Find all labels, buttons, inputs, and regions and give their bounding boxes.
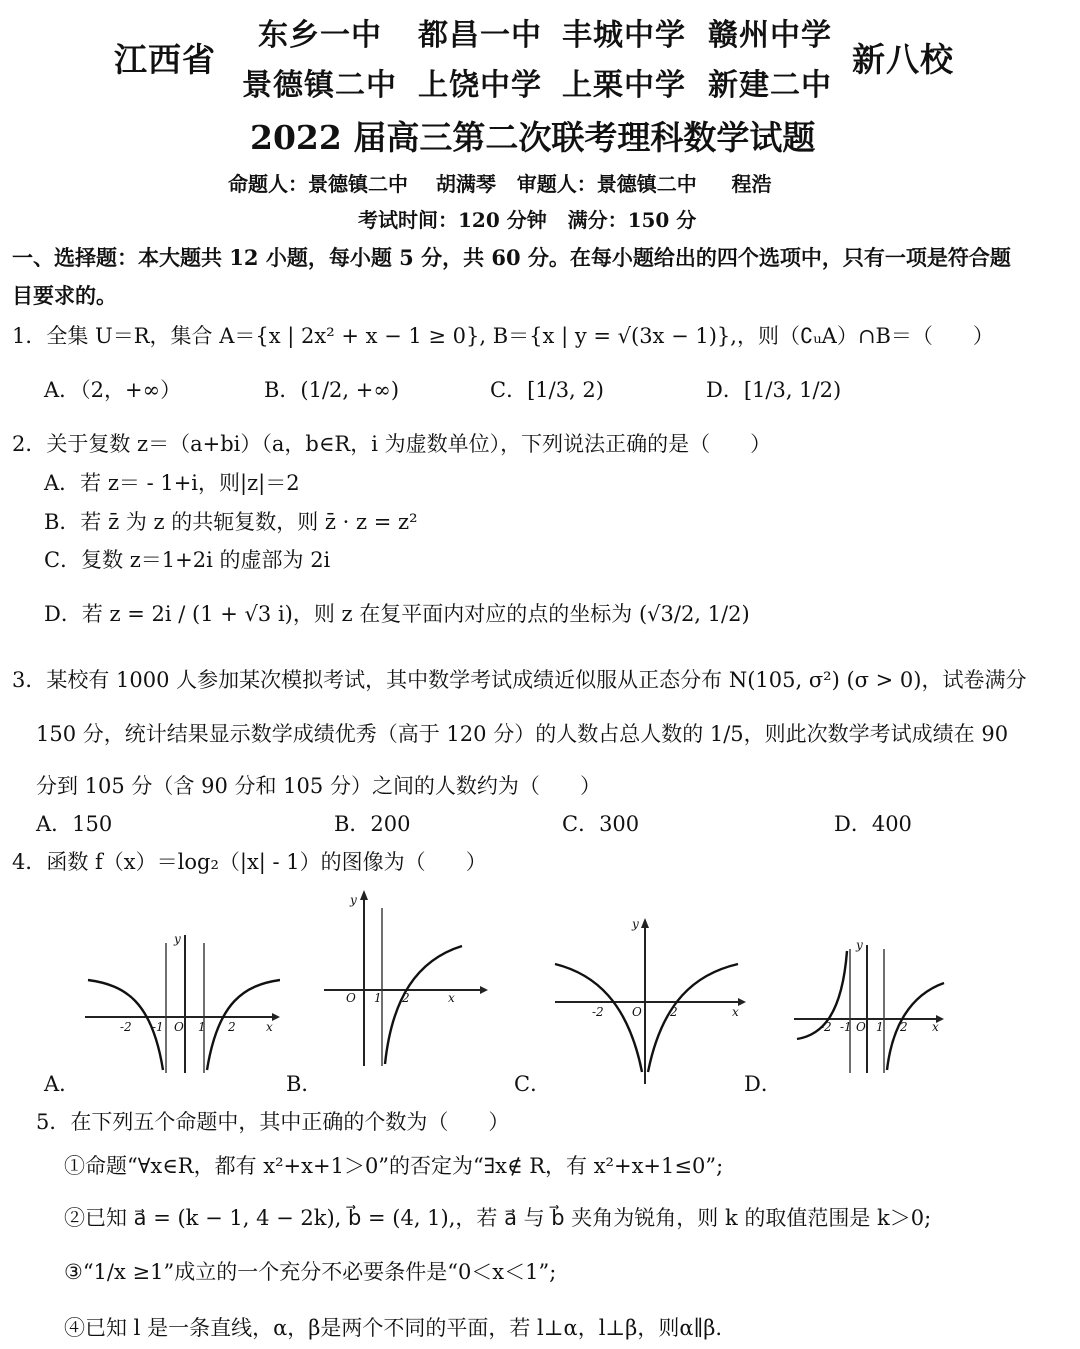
graph-d-label: D． bbox=[744, 1072, 782, 1096]
question-5-item-3: ③“1/x ≥1”成立的一个充分不必要条件是“0＜x＜1”; bbox=[64, 1260, 557, 1284]
question-2-option-b: B．若 z̄ 为 z 的共轭复数，则 z̄ · z = z² bbox=[44, 510, 418, 534]
exam-title: 2022 届高三第二次联考理科数学试题 bbox=[250, 118, 816, 157]
svg-text:y: y bbox=[174, 932, 181, 946]
svg-text:y: y bbox=[856, 938, 863, 952]
svg-text:x: x bbox=[266, 1020, 273, 1034]
svg-text:1: 1 bbox=[374, 991, 382, 1005]
svg-text:2: 2 bbox=[670, 1005, 678, 1019]
question-3-line3: 分到 105 分（含 90 分和 105 分）之间的人数约为（ ） bbox=[36, 774, 601, 798]
question-3-option-c: C．300 bbox=[562, 812, 640, 836]
svg-text:y: y bbox=[350, 893, 357, 907]
school-name: 上饶中学 bbox=[418, 68, 542, 103]
graph-c bbox=[550, 912, 750, 1087]
svg-text:1: 1 bbox=[876, 1020, 884, 1034]
header-province: 江西省 bbox=[114, 40, 216, 79]
graph-b-label: B． bbox=[286, 1072, 323, 1096]
question-5-item-4: ④已知 l 是一条直线，α，β是两个不同的平面，若 l⊥α，l⊥β，则α∥β. bbox=[64, 1316, 723, 1340]
question-1-option-c: C．[1/3, 2) bbox=[490, 378, 604, 402]
svg-text:2: 2 bbox=[402, 991, 410, 1005]
school-name: 丰城中学 bbox=[562, 18, 686, 53]
graph-b bbox=[322, 888, 492, 1068]
section-heading-cont: 目要求的。 bbox=[12, 283, 117, 308]
svg-text:-2: -2 bbox=[820, 1020, 832, 1034]
svg-text:2: 2 bbox=[900, 1020, 908, 1034]
question-2-option-c: C．复数 z＝1+2i 的虚部为 2i bbox=[44, 548, 331, 572]
question-3-option-d: D．400 bbox=[834, 812, 912, 836]
curve-right bbox=[385, 946, 462, 1064]
authors-line: 命题人：景德镇二中 胡满琴 审题人：景德镇二中 程浩 bbox=[228, 172, 772, 196]
svg-text:x: x bbox=[732, 1005, 739, 1019]
exam-info: 考试时间：120 分钟 满分：150 分 bbox=[358, 208, 697, 232]
question-1-option-d: D．[1/3, 1/2) bbox=[706, 378, 842, 402]
svg-text:y: y bbox=[632, 917, 639, 931]
x-axis-arrow bbox=[738, 998, 746, 1006]
section-heading: 一、选择题：本大题共 12 小题，每小题 5 分，共 60 分。在每小题给出的四个选项中，只有一项是符合题 bbox=[12, 245, 1011, 270]
svg-text:-1: -1 bbox=[840, 1020, 852, 1034]
y-axis-arrow bbox=[360, 890, 368, 900]
x-axis-arrow bbox=[272, 1013, 280, 1021]
svg-text:O: O bbox=[346, 991, 356, 1005]
svg-text:-1: -1 bbox=[152, 1020, 164, 1034]
school-name: 东乡一中 bbox=[258, 18, 382, 53]
school-name: 新建二中 bbox=[708, 68, 832, 103]
question-1-option-a: A．（2，+∞） bbox=[44, 378, 182, 402]
svg-text:2: 2 bbox=[228, 1020, 236, 1034]
question-5-item-1: ①命题“∀x∈R，都有 x²+x+1＞0”的否定为“∃x∉ R，有 x²+x+1≤0”; bbox=[64, 1154, 724, 1178]
svg-text:-2: -2 bbox=[592, 1005, 604, 1019]
question-5-item-2: ②已知 a⃗ = (k − 1, 4 − 2k), b⃗ = (4, 1),，若 a⃗ 与 b⃗ 夹角为锐角，则 k 的取值范围是 k＞0; bbox=[64, 1206, 932, 1230]
question-1-stem: 1．全集 U＝R，集合 A＝{x | 2x² + x − 1 ≥ 0}, B＝{x | y = √(3x − 1)},，则（∁ᵤA）∩B＝（ ） bbox=[12, 324, 994, 348]
svg-text:x: x bbox=[932, 1020, 939, 1034]
question-3-option-b: B．200 bbox=[334, 812, 411, 836]
svg-text:1: 1 bbox=[198, 1020, 206, 1034]
school-name: 景德镇二中 bbox=[242, 68, 397, 103]
school-name: 上栗中学 bbox=[562, 68, 686, 103]
svg-text:O: O bbox=[856, 1020, 866, 1034]
question-3-line1: 3．某校有 1000 人参加某次模拟考试，其中数学考试成绩近似服从正态分布 N(105, σ²) (σ > 0)，试卷满分 bbox=[12, 668, 1027, 692]
school-name: 赣州中学 bbox=[708, 18, 832, 53]
school-name: 都昌一中 bbox=[418, 18, 542, 53]
svg-text:O: O bbox=[632, 1005, 642, 1019]
x-axis-arrow bbox=[480, 986, 488, 994]
header-alliance: 新八校 bbox=[852, 40, 954, 79]
curve-right bbox=[648, 964, 738, 1072]
question-3-option-a: A．150 bbox=[36, 812, 113, 836]
question-3-line2: 150 分，统计结果显示数学成绩优秀（高于 120 分）的人数占总人数的 1/5，则此次数学考试成绩在 90 bbox=[36, 722, 1009, 746]
graph-d bbox=[792, 935, 950, 1075]
question-1-option-b: B．(1/2, +∞) bbox=[264, 378, 400, 402]
svg-text:x: x bbox=[448, 991, 455, 1005]
question-2-option-d: D．若 z = 2i / (1 + √3 i)，则 z 在复平面内对应的点的坐标为 (√3/2, 1/2) bbox=[44, 602, 750, 626]
y-axis-arrow bbox=[641, 918, 649, 928]
question-5-stem: 5．在下列五个命题中，其中正确的个数为（ ） bbox=[36, 1110, 510, 1134]
svg-text:O: O bbox=[174, 1020, 184, 1034]
question-2-option-a: A．若 z＝ - 1+i，则|z|＝2 bbox=[44, 471, 300, 495]
graph-a-label: A． bbox=[44, 1072, 81, 1096]
svg-text:-2: -2 bbox=[120, 1020, 132, 1034]
graph-a bbox=[80, 925, 280, 1075]
graph-c-label: C． bbox=[514, 1072, 552, 1096]
question-4-stem: 4．函数 f（x）＝log₂（|x| - 1）的图像为（ ） bbox=[12, 850, 487, 874]
question-2-stem: 2．关于复数 z＝（a+bi）（a，b∈R，i 为虚数单位），下列说法正确的是（ ） bbox=[12, 432, 772, 456]
